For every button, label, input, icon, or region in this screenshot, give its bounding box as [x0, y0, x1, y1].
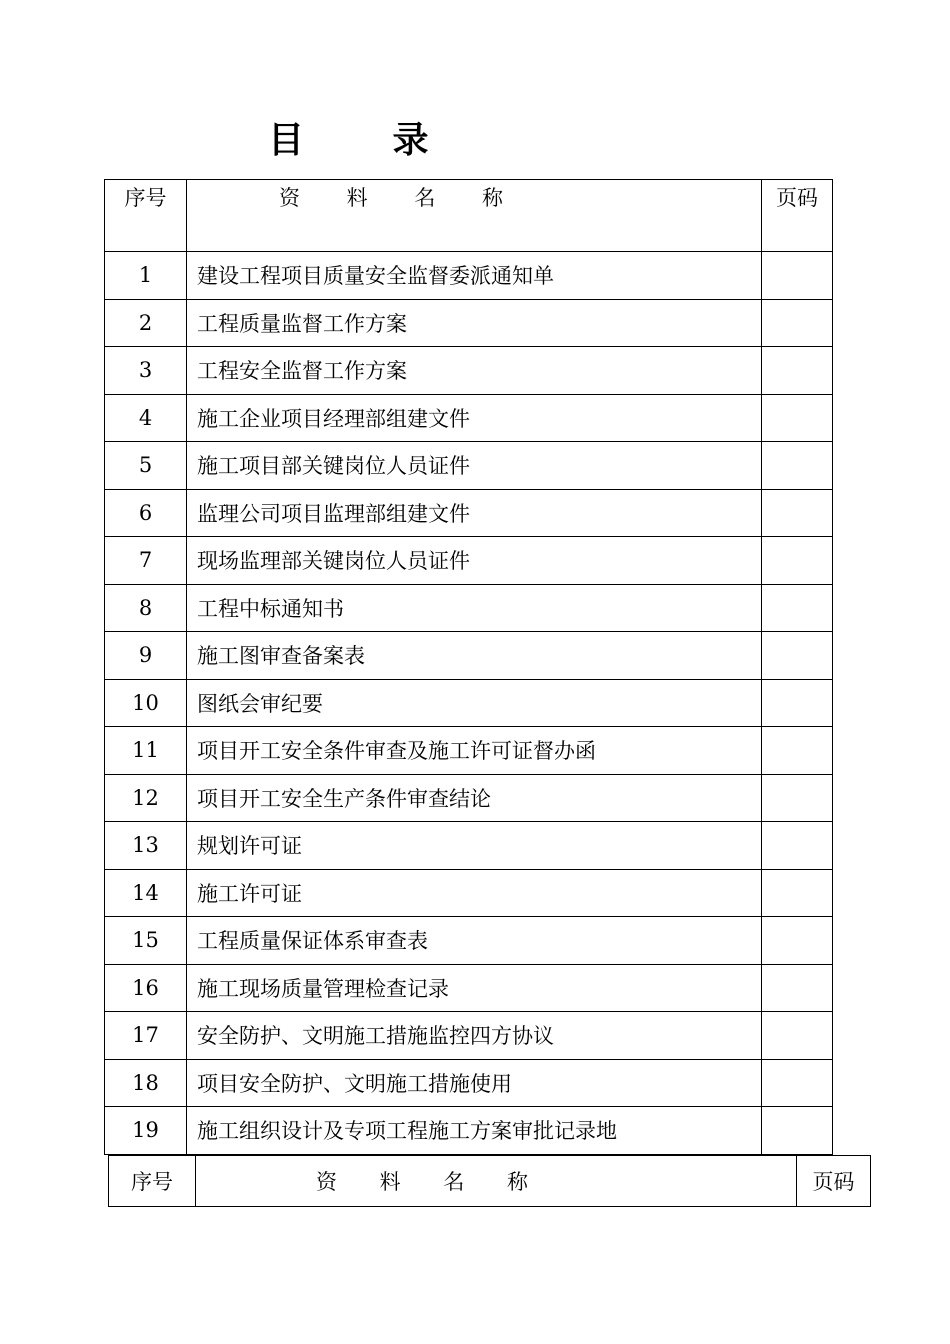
row-number: 2: [105, 299, 187, 347]
row-document-name: 建设工程项目质量安全监督委派通知单: [187, 252, 762, 300]
row-number: 9: [105, 632, 187, 680]
table-row: [105, 727, 833, 775]
table-row: [105, 917, 833, 965]
table-row: [105, 394, 833, 442]
row-document-name: 工程安全监督工作方案: [187, 347, 762, 395]
row-page: [762, 299, 833, 347]
row-document-name: 图纸会审纪要: [187, 679, 762, 727]
table-row: [105, 442, 833, 490]
continuation-table: [108, 1155, 871, 1207]
table-row: [105, 299, 833, 347]
table-row: [105, 774, 833, 822]
row-document-name: 项目安全防护、文明施工措施使用: [187, 1059, 762, 1107]
row-page: [762, 964, 833, 1012]
table-row: [105, 1012, 833, 1060]
row-page: [762, 394, 833, 442]
row-page: [762, 1059, 833, 1107]
row-number: 11: [105, 727, 187, 775]
table-header-row: [105, 180, 833, 252]
table-row: [105, 679, 833, 727]
continuation-header-name: 资 料 名 称: [196, 1156, 797, 1207]
row-page: [762, 917, 833, 965]
row-document-name: 监理公司项目监理部组建文件: [187, 489, 762, 537]
table-row: [105, 964, 833, 1012]
row-number: 6: [105, 489, 187, 537]
row-page: [762, 869, 833, 917]
row-number: 19: [105, 1107, 187, 1155]
row-document-name: 工程中标通知书: [187, 584, 762, 632]
table-row: [105, 1059, 833, 1107]
header-name: 资 料 名 称: [187, 180, 762, 252]
continuation-header-number: 序号: [109, 1156, 196, 1207]
continuation-header-row: [109, 1156, 871, 1207]
row-document-name: 施工许可证: [187, 869, 762, 917]
row-number: 17: [105, 1012, 187, 1060]
table-row: [105, 869, 833, 917]
row-page: [762, 537, 833, 585]
row-document-name: 项目开工安全条件审查及施工许可证督办函: [187, 727, 762, 775]
row-document-name: 工程质量监督工作方案: [187, 299, 762, 347]
row-number: 1: [105, 252, 187, 300]
row-number: 5: [105, 442, 187, 490]
table-row: [105, 252, 833, 300]
row-number: 16: [105, 964, 187, 1012]
table-row: [105, 822, 833, 870]
row-number: 7: [105, 537, 187, 585]
page-title: 目 录: [268, 120, 467, 161]
row-page: [762, 1107, 833, 1155]
row-document-name: 施工组织设计及专项工程施工方案审批记录地: [187, 1107, 762, 1155]
row-document-name: 施工项目部关键岗位人员证件: [187, 442, 762, 490]
row-page: [762, 632, 833, 680]
row-document-name: 施工现场质量管理检查记录: [187, 964, 762, 1012]
row-page: [762, 489, 833, 537]
row-document-name: 规划许可证: [187, 822, 762, 870]
row-number: 10: [105, 679, 187, 727]
contents-table-body: [105, 180, 833, 1155]
row-document-name: 项目开工安全生产条件审查结论: [187, 774, 762, 822]
row-page: [762, 1012, 833, 1060]
table-row: [105, 584, 833, 632]
row-document-name: 工程质量保证体系审查表: [187, 917, 762, 965]
row-number: 15: [105, 917, 187, 965]
row-page: [762, 252, 833, 300]
row-number: 8: [105, 584, 187, 632]
table-row: [105, 537, 833, 585]
row-number: 12: [105, 774, 187, 822]
table-row: [105, 632, 833, 680]
row-document-name: 施工企业项目经理部组建文件: [187, 394, 762, 442]
row-page: [762, 442, 833, 490]
row-page: [762, 822, 833, 870]
contents-table: [104, 179, 833, 1155]
row-document-name: 安全防护、文明施工措施监控四方协议: [187, 1012, 762, 1060]
header-page: 页码: [762, 180, 833, 252]
table-row: [105, 347, 833, 395]
row-page: [762, 679, 833, 727]
row-number: 4: [105, 394, 187, 442]
row-page: [762, 774, 833, 822]
table-row: [105, 489, 833, 537]
row-page: [762, 727, 833, 775]
continuation-header-page: 页码: [797, 1156, 871, 1207]
row-document-name: 施工图审查备案表: [187, 632, 762, 680]
row-number: 18: [105, 1059, 187, 1107]
row-number: 13: [105, 822, 187, 870]
header-number: 序号: [105, 180, 187, 252]
row-number: 3: [105, 347, 187, 395]
table-row: [105, 1107, 833, 1155]
row-page: [762, 584, 833, 632]
row-page: [762, 347, 833, 395]
row-document-name: 现场监理部关键岗位人员证件: [187, 537, 762, 585]
row-number: 14: [105, 869, 187, 917]
